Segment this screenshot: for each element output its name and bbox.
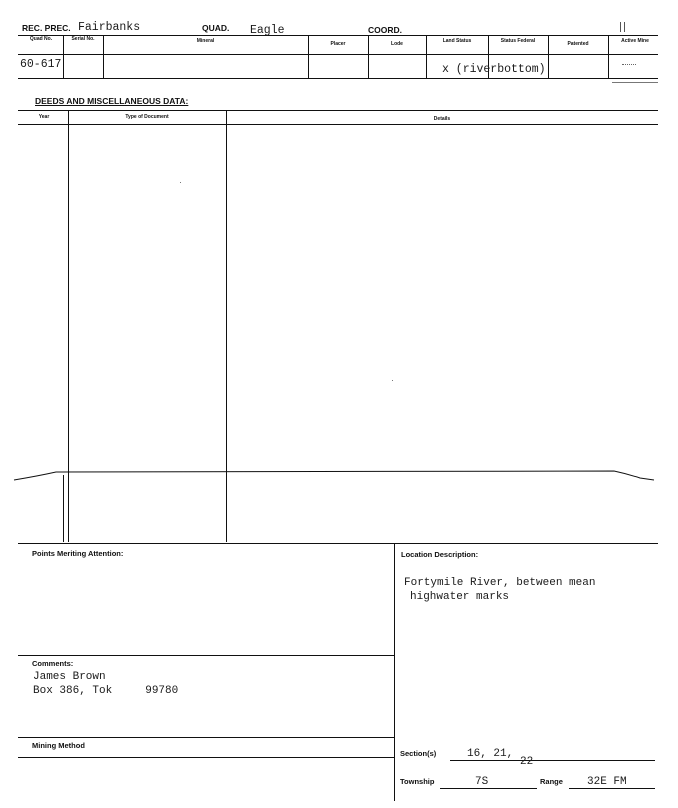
col-mineral: Mineral	[196, 38, 215, 44]
col-status-federal: Status Federal	[500, 38, 536, 44]
township-label: Township	[400, 777, 435, 786]
range-value: 32E FM	[587, 776, 627, 788]
comments-label: Comments:	[32, 659, 74, 668]
col-patented: Patented	[567, 41, 589, 47]
col-active-mine: Active Mine	[621, 38, 649, 44]
rec-prec-label: REC. PREC.	[22, 23, 71, 33]
corner-mark	[620, 22, 625, 32]
section-value-a: 16, 21,	[467, 748, 514, 760]
rec-prec-value: Fairbanks	[78, 21, 141, 34]
coord-label: COORD.	[368, 25, 402, 35]
quad-value: Eagle	[250, 24, 285, 37]
fold-line	[0, 466, 678, 486]
col-quad-no: Quad No.	[29, 36, 53, 42]
col-details: Details	[433, 116, 451, 122]
quad-label: QUAD.	[202, 23, 230, 33]
row-land-status: x (riverbottom)	[442, 63, 546, 76]
col-land-status: Land Status	[442, 38, 472, 44]
location-label: Location Description:	[401, 550, 479, 559]
col-type-of-document: Type of Document	[125, 114, 169, 120]
mining-method-label: Mining Method	[32, 741, 85, 750]
points-label: Points Meriting Attention:	[32, 549, 124, 558]
section-value-b: 22	[520, 756, 534, 768]
range-label: Range	[540, 777, 563, 786]
comments-line-2: Box 386, Tok 99780	[33, 685, 179, 697]
col-year: Year	[38, 114, 50, 120]
header-section	[0, 0, 678, 90]
deeds-title: DEEDS AND MISCELLANEOUS DATA:	[35, 96, 189, 106]
section-label: Section(s)	[400, 749, 437, 758]
township-value: 7S	[475, 776, 489, 788]
col-lode: Lode	[391, 41, 403, 47]
col-placer: Placer	[330, 41, 346, 47]
speck-2	[392, 380, 393, 381]
location-line-1: Fortymile River, between mean	[404, 577, 596, 589]
col-serial-no: Serial No.	[71, 36, 95, 42]
speck-1	[180, 182, 181, 183]
active-mine-scribble	[622, 64, 636, 66]
location-line-2: highwater marks	[410, 591, 510, 603]
row-quad-no: 60-617	[20, 58, 62, 71]
comments-line-1: James Brown	[33, 671, 106, 683]
